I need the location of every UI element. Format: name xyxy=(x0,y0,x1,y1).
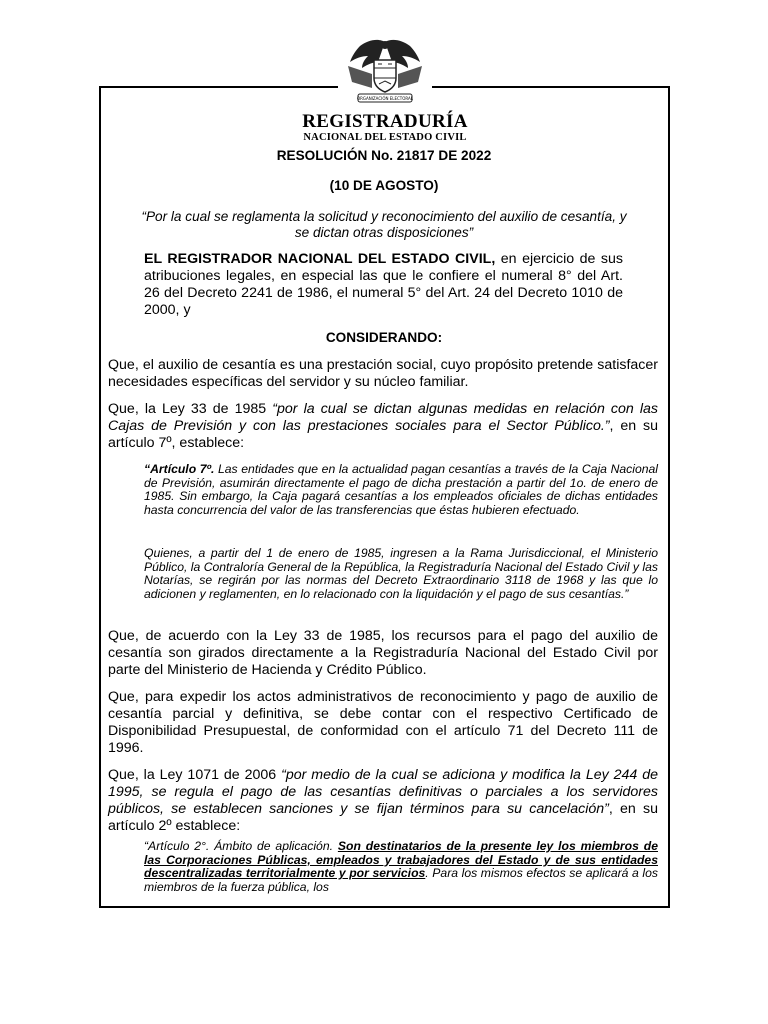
svg-text:ORGANIZACIÓN ELECTORAL: ORGANIZACIÓN ELECTORAL xyxy=(357,96,413,101)
p5-text-end: , en su artículo 2º establece: xyxy=(108,801,658,834)
quote-article-2-heading: “Artículo 2°. Ámbito de aplicación. xyxy=(144,839,338,853)
resolution-subject: “Por la cual se reglamenta la solicitud y reconocimiento del auxilio de cesantía, y se dictan otras disposiciones” xyxy=(141,209,627,240)
paragraph-1: Que, el auxilio de cesantía es una prestación social, cuyo propósito pretende satisfacer necesidades específicas del servidor y su núcleo familiar. xyxy=(108,357,658,390)
coat-of-arms-seal xyxy=(338,36,432,110)
resolution-number: RESOLUCIÓN No. 21817 DE 2022 xyxy=(276,148,492,163)
p2-text-end: , en su artículo 7º, establece: xyxy=(108,418,658,451)
quote-article-7-second: Quienes, a partir del 1 de enero de 1985, ingresen a la Rama Jurisdiccional, el Ministerio Público, la Contraloría General de la República, la Registraduría Nacional del Estado Civil y las Notarías, se regirán por las normas del Decreto Extraordinario 3118 de 1968 y las que lo adicionen y reglamenten, en lo relacionado con la liquidación y el pago de sus cesantías.” xyxy=(144,546,658,601)
preamble-title: EL REGISTRADOR NACIONAL DEL ESTADO CIVIL, xyxy=(144,251,496,267)
quote-article-2 xyxy=(144,840,658,894)
p5-text: Que, la Ley 1071 de 2006 xyxy=(108,767,282,783)
paragraph-2 xyxy=(108,401,658,452)
p2-text: Que, la Ley 33 de 1985 xyxy=(108,401,273,417)
paragraph-4: Que, para expedir los actos administrativos de reconocimiento y pago de auxilio de cesantía parcial y definitiva, se debe contar con el respectivo Certificado de Disponibilidad Presupuestal, de conformidad con el artículo 71 del Decreto 111 de 1996. xyxy=(108,689,658,756)
organization-logo-text xyxy=(260,112,510,144)
paragraph-5 xyxy=(108,767,658,835)
org-name: REGISTRADURÍA xyxy=(302,111,468,132)
quote-article-2-underlined: Son destinatarios de la presente ley los miembros de las Corporaciones Públicas, empleados y trabajadores del Estado y de sus entidades descentralizadas territorialmente y por servicios xyxy=(144,839,658,881)
quote-article-7-body: Las entidades que en la actualidad pagan cesantías a través de la Caja Nacional de Previsión, asumirán directamente el pago de dicha prestación a partir del 1o. de enero de 1985. Sin embargo, la Caja pagará cesantías a los empleados oficiales de dichas entidades hasta concurrencia del valor de las transferencias que éstas hubieren efectuado. xyxy=(144,462,659,517)
quote-article-7-heading: “Artículo 7º. xyxy=(144,462,215,476)
preamble-text: en ejercicio de sus atribuciones legales, en especial las que le confiere el numeral 8° del Art. 26 del Decreto 2241 de 1986, el numeral 5° del Art. 24 del Decreto 1010 de 2000, y xyxy=(144,251,623,318)
p2-law-title: “por la cual se dictan algunas medidas en relación con las Cajas de Previsión y con las prestaciones sociales para el Sector Público.” xyxy=(108,401,659,434)
p5-law-title: “por medio de la cual se adiciona y modifica la Ley 244 de 1995, se regula el pago de las cesantías definitivas o parciales a los servidores públicos, se establecen sanciones y se fijan términos para su cancelación” xyxy=(108,767,658,817)
preamble-paragraph xyxy=(144,251,623,319)
considerando-heading: CONSIDERANDO: xyxy=(325,330,443,345)
quote-article-7 xyxy=(144,463,658,517)
org-subname: NACIONAL DEL ESTADO CIVIL xyxy=(303,132,467,143)
quote-article-2-rest: . Para los mismos efectos se aplicará a los miembros de la fuerza pública, los xyxy=(144,866,658,894)
resolution-date: (10 DE AGOSTO) xyxy=(329,178,439,193)
paragraph-3: Que, de acuerdo con la Ley 33 de 1985, los recursos para el pago del auxilio de cesantía son girados directamente a la Registraduría Nacional del Estado Civil por parte del Ministerio de Hacienda y Crédito Público. xyxy=(108,628,658,678)
